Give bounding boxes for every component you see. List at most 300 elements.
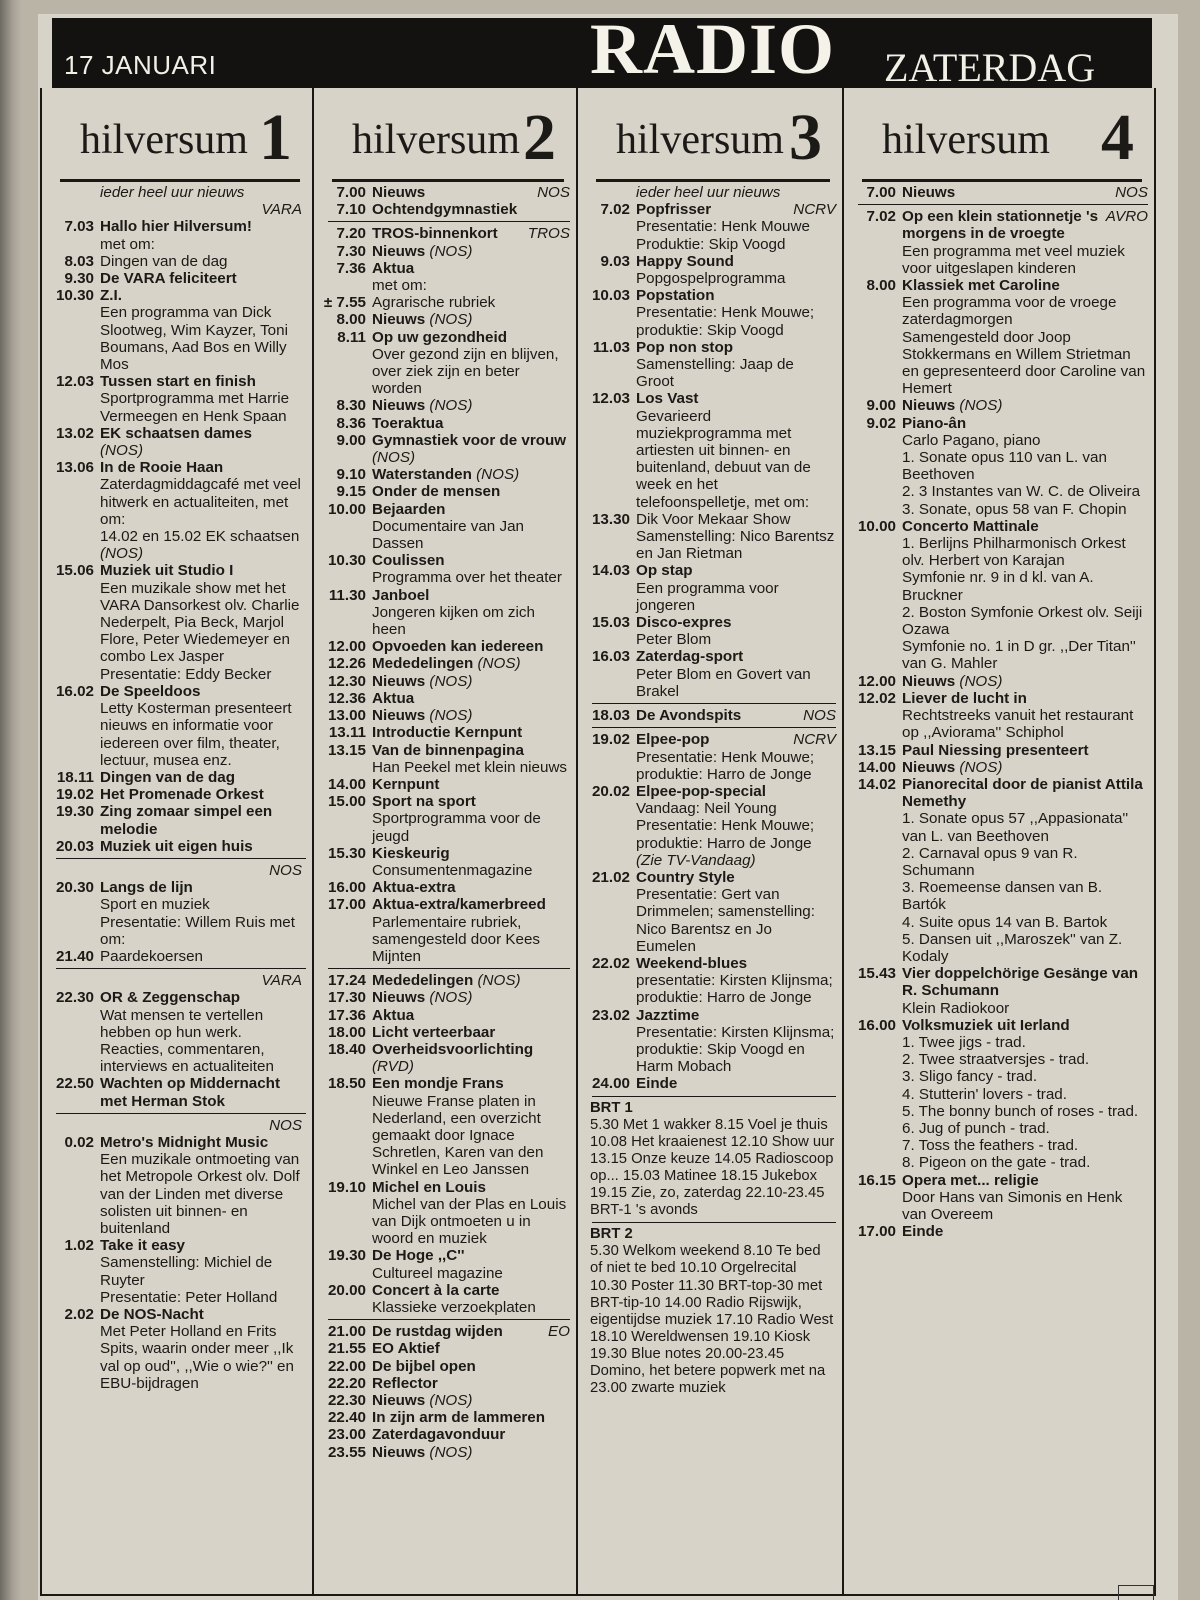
program-text	[100, 879, 306, 896]
program-row	[322, 1409, 570, 1426]
program-title: Einde	[902, 1223, 944, 1241]
program-title: Van de binnenpagina	[372, 741, 524, 759]
program-note	[322, 759, 570, 776]
program-title: EK schaatsen dames	[100, 424, 252, 442]
program-time	[50, 700, 100, 769]
program-time	[852, 449, 902, 483]
program-time	[852, 569, 902, 603]
program-source: (NOS)	[429, 989, 473, 1007]
program-source: (NOS)	[429, 397, 473, 415]
program-row	[852, 1172, 1148, 1189]
program-time: 22.40	[327, 1409, 366, 1427]
program-text	[100, 442, 306, 459]
program-text	[372, 879, 570, 896]
program-note	[586, 270, 836, 287]
program-text	[636, 783, 836, 800]
program-title: 1. Twee jigs - trad.	[902, 1033, 1026, 1051]
program-time: 7.36	[336, 259, 366, 277]
section-divider	[328, 221, 570, 222]
program-source: (NOS)	[476, 466, 520, 484]
program-title: Over gezond zijn en blijven, over ziek zijn en beter worden	[372, 345, 559, 398]
program-title: Op een klein stationnetje 's morgens in de vroegte	[902, 208, 1099, 243]
program-text	[100, 545, 306, 562]
program-text	[636, 236, 836, 253]
program-text	[372, 1323, 570, 1340]
program-time: 8.00	[336, 311, 366, 329]
program-note	[586, 528, 836, 562]
program-row	[50, 838, 306, 855]
program-text	[902, 432, 1148, 449]
program-note	[50, 700, 306, 769]
program-note	[852, 1086, 1148, 1103]
program-text	[372, 845, 570, 862]
program-row	[322, 793, 570, 810]
program-time	[852, 879, 902, 913]
program-text	[100, 786, 306, 803]
program-text	[372, 1375, 570, 1392]
program-note	[586, 749, 836, 783]
program-time: 12.02	[857, 689, 896, 707]
program-row	[322, 483, 570, 500]
program-time: 19.02	[55, 786, 94, 804]
program-text	[372, 1007, 570, 1024]
program-text	[902, 931, 1148, 965]
program-text	[100, 700, 306, 769]
program-note	[852, 879, 1148, 913]
program-time: 21.00	[327, 1323, 366, 1341]
program-text	[372, 483, 570, 500]
program-title: Presentatie: Henk Mouwe	[636, 218, 810, 236]
program-time: 7.03	[64, 218, 94, 236]
program-note	[852, 1120, 1148, 1137]
program-row	[586, 201, 836, 218]
program-title: De VARA feliciteert	[100, 270, 237, 288]
page-number-box	[1118, 1585, 1154, 1600]
program-note	[586, 304, 836, 338]
program-text	[902, 535, 1148, 569]
program-title: Nieuws	[372, 707, 426, 725]
program-title: Aktua-extra/kamerbreed	[372, 896, 546, 914]
program-title: (Zie TV-Vandaag)	[636, 851, 756, 869]
program-time: 22.00	[327, 1357, 366, 1375]
program-title: Toeraktua	[372, 414, 444, 432]
program-text	[372, 1409, 570, 1426]
program-time	[852, 535, 902, 569]
program-row	[322, 690, 570, 707]
program-time: 13.02	[55, 424, 94, 442]
program-row	[322, 432, 570, 466]
station-name: hilversum	[352, 117, 520, 163]
broadcaster-label: NOS	[269, 1116, 302, 1134]
program-time	[852, 604, 902, 638]
program-time: 7.02	[866, 208, 896, 226]
program-text	[902, 208, 1148, 242]
program-note	[322, 914, 570, 966]
program-text	[372, 466, 570, 483]
program-title: Concert à la carte	[372, 1281, 500, 1299]
program-title: Elpee-pop	[636, 731, 710, 749]
program-text	[636, 1075, 836, 1092]
program-title: Door Hans van Simonis en Henk van Overeem	[902, 1188, 1123, 1223]
program-text	[636, 955, 836, 972]
program-time	[852, 1154, 902, 1171]
program-time: 16.02	[55, 682, 94, 700]
program-time	[322, 759, 372, 776]
brt-listing: BRT 2	[590, 1226, 633, 1243]
program-text	[636, 339, 836, 356]
program-note	[50, 545, 306, 562]
program-time: 21.40	[55, 947, 94, 965]
program-text	[100, 1237, 306, 1254]
program-title: Zaterdagmiddagcafé met veel hitwerk en actualiteiten, met om:	[100, 476, 301, 528]
program-note	[322, 604, 570, 638]
program-time: 17.30	[327, 989, 366, 1007]
program-row	[322, 724, 570, 741]
program-time	[852, 243, 902, 277]
program-row	[322, 776, 570, 793]
program-title: Popfrisser	[636, 201, 712, 219]
program-title: Vandaag: Neil Young	[636, 800, 777, 818]
program-text	[902, 742, 1148, 759]
program-time	[322, 1299, 372, 1316]
program-row	[322, 1075, 570, 1092]
program-title: Presentatie: Peter Holland	[100, 1288, 278, 1306]
broadcaster-label: NCRV	[793, 731, 836, 749]
program-text	[902, 569, 1148, 603]
program-text	[100, 989, 306, 1006]
program-text	[100, 459, 306, 476]
program-text	[100, 683, 306, 700]
program-title: ieder heel uur nieuws	[100, 184, 245, 201]
program-title: Nieuws	[372, 311, 426, 329]
program-title: De Avondspits	[636, 707, 742, 725]
program-title: Samenstelling: Michiel de Ruyter	[100, 1254, 273, 1289]
program-time: 8.30	[336, 397, 366, 415]
program-text	[372, 1179, 570, 1196]
program-time: 16.03	[591, 648, 630, 666]
program-time: 13.11	[328, 724, 366, 742]
program-time: 22.20	[327, 1374, 366, 1392]
program-time: 15.43	[857, 965, 896, 983]
program-title: Rechtstreeks vanuit het restaurant op ,,Aviorama'' Schiphol	[902, 707, 1134, 742]
program-text	[902, 1086, 1148, 1103]
program-text	[902, 184, 1148, 201]
section-divider	[56, 968, 306, 969]
section-divider	[592, 1096, 836, 1097]
program-text	[372, 1358, 570, 1375]
program-text	[636, 528, 836, 562]
program-note	[322, 862, 570, 879]
program-time	[586, 528, 636, 562]
program-note	[586, 236, 836, 253]
program-text	[372, 1282, 570, 1299]
program-row	[322, 742, 570, 759]
program-title: De Speeldoos	[100, 682, 201, 700]
program-note	[586, 852, 836, 869]
program-note	[322, 1196, 570, 1248]
station-name: hilversum	[616, 117, 784, 163]
program-row	[586, 648, 836, 665]
program-time: 22.02	[591, 954, 630, 972]
program-text	[636, 731, 836, 748]
program-text	[636, 408, 836, 511]
program-time	[852, 1068, 902, 1085]
program-row	[322, 707, 570, 724]
program-text	[636, 817, 836, 851]
program-text	[100, 528, 306, 545]
program-time: 10.30	[327, 552, 366, 570]
program-title: 2. Carnaval opus 9 van R. Schumann	[902, 844, 1078, 879]
station-number: 3	[789, 101, 822, 174]
program-time	[852, 329, 902, 398]
program-title: Country Style	[636, 868, 735, 886]
program-time	[586, 580, 636, 614]
program-text	[636, 800, 836, 817]
program-time	[852, 483, 902, 500]
program-title: Nieuws	[372, 184, 426, 201]
program-text	[372, 329, 570, 346]
program-note	[50, 236, 306, 253]
program-time	[50, 528, 100, 545]
program-title: Een programma voor jongeren	[636, 579, 779, 614]
program-time	[586, 852, 636, 869]
program-text	[100, 1306, 306, 1323]
program-time: 21.02	[591, 868, 630, 886]
program-title: Licht verteerbaar	[372, 1023, 496, 1041]
program-time	[50, 1007, 100, 1076]
program-note	[852, 845, 1148, 879]
program-time: 9.00	[336, 431, 366, 449]
program-text	[636, 1007, 836, 1024]
program-row	[852, 277, 1148, 294]
program-text	[372, 1093, 570, 1179]
broadcaster-label: EO	[548, 1323, 570, 1341]
column-header	[852, 88, 1148, 182]
program-note	[852, 449, 1148, 483]
program-text	[100, 1323, 306, 1392]
program-title: Popgospelprogramma	[636, 270, 786, 288]
program-text	[372, 724, 570, 741]
brt-listing: 5.30 Met 1 wakker 8.15 Voel je thuis 10.08 Het kraaienest 12.10 Show uur 13.15 Onze keuze 14.05 Radioscoop op... 15.03 Matinee 18.15 Jukebox 19.15 Zie, zo, zaterdag 22.10-23.45 BRT-1 's avonds	[590, 1116, 835, 1219]
program-time: 8.11	[337, 328, 366, 346]
program-time	[586, 749, 636, 783]
program-time: 23.55	[327, 1443, 366, 1461]
program-time	[852, 1120, 902, 1137]
program-row	[586, 783, 836, 800]
program-time: 16.15	[857, 1171, 896, 1189]
program-title: Cultureel magazine	[372, 1264, 503, 1282]
program-time: 16.00	[327, 879, 366, 897]
program-text	[636, 972, 836, 1006]
program-title: 5. The bonny bunch of roses - trad.	[902, 1102, 1139, 1120]
program-time	[586, 236, 636, 253]
header-date: 17 JANUARI	[64, 50, 217, 80]
program-time: 9.00	[866, 397, 896, 415]
program-title: 2. Twee straatversjes - trad.	[902, 1051, 1090, 1069]
program-title: Nieuws	[902, 672, 956, 690]
program-time	[50, 666, 100, 683]
program-time: 10.00	[857, 517, 896, 535]
program-text	[100, 1007, 306, 1076]
program-text	[100, 425, 306, 442]
program-title: 1. Sonate opus 110 van L. van Beethoven	[902, 449, 1107, 484]
program-source: (NOS)	[429, 707, 473, 725]
program-title: Nieuws	[372, 672, 426, 690]
program-title: Michel en Louis	[372, 1178, 486, 1196]
program-row	[852, 759, 1148, 776]
program-title: Klein Radiokoor	[902, 999, 1010, 1017]
program-source: (NOS)	[959, 672, 1003, 690]
program-text	[902, 914, 1148, 931]
program-source: (NOS)	[429, 1392, 473, 1410]
program-time: 14.00	[857, 758, 896, 776]
program-note	[852, 1154, 1148, 1171]
program-time	[586, 631, 636, 648]
program-note	[322, 518, 570, 552]
program-title: Waterstanden	[372, 466, 472, 484]
program-title: Klassieke verzoekplaten	[372, 1299, 536, 1316]
program-row	[322, 1426, 570, 1443]
program-text	[636, 707, 836, 724]
program-text	[636, 287, 836, 304]
program-title: Paardekoersen	[100, 947, 204, 965]
program-time	[322, 1196, 372, 1248]
section-divider	[56, 858, 306, 859]
program-note	[586, 580, 836, 614]
program-time: 7.00	[866, 184, 896, 201]
program-row	[322, 655, 570, 672]
program-row	[50, 562, 306, 579]
program-row	[322, 1007, 570, 1024]
program-title: Overheidsvoorlichting	[372, 1040, 534, 1058]
program-time	[852, 1051, 902, 1068]
magazine-spine	[0, 0, 22, 1600]
program-row	[322, 1282, 570, 1299]
program-title: 3. Roemeense dansen van B. Bartók	[902, 879, 1103, 914]
program-time	[852, 294, 902, 328]
program-title: In zijn arm de lammeren	[372, 1409, 546, 1427]
program-row	[322, 466, 570, 483]
program-time: 9.15	[336, 483, 366, 501]
program-time	[852, 914, 902, 931]
program-time	[852, 845, 902, 879]
program-text	[902, 329, 1148, 398]
program-time: 12.00	[327, 638, 366, 656]
program-note	[852, 1137, 1148, 1154]
program-title: Gevarieerd muziekprogramma met artiesten uit binnen- en buitenland, debuut van de week en het telefoonspelletje, met om:	[636, 407, 811, 511]
program-title: Symfonie no. 1 in D gr. ,,Der Titan'' van G. Mahler	[902, 638, 1136, 673]
program-text	[636, 666, 836, 700]
program-row	[586, 731, 836, 748]
program-time	[50, 1323, 100, 1392]
program-text	[902, 879, 1148, 913]
program-time	[852, 810, 902, 844]
program-title: 2. Boston Symfonie Orkest olv. Seiji Ozawa	[902, 603, 1143, 639]
header-day: ZATERDAG	[884, 45, 1096, 90]
program-text	[372, 707, 570, 724]
program-title: Aktua-extra	[372, 879, 456, 897]
program-title: Het Promenade Orkest	[100, 786, 264, 804]
program-text	[902, 1120, 1148, 1137]
program-title: Aktua	[372, 689, 415, 707]
program-note	[852, 569, 1148, 603]
program-time: 24.00	[591, 1075, 630, 1093]
program-title: De bijbel open	[372, 1357, 476, 1375]
broadcaster-label: VARA	[261, 201, 302, 219]
program-text	[372, 914, 570, 966]
program-title: In de Rooie Haan	[100, 459, 224, 477]
program-title: Presentatie: Gert van Drimmelen; samenstelling: Nico Barentsz en Jo Eumelen	[636, 886, 815, 955]
program-title: Los Vast	[636, 390, 699, 408]
program-note	[586, 218, 836, 235]
program-title: Nieuws	[372, 1443, 426, 1461]
program-time	[322, 569, 372, 586]
program-title: Aktua	[372, 259, 415, 277]
program-time: 21.55	[327, 1340, 366, 1358]
program-text	[372, 415, 570, 432]
program-title: Een muzikale show met het VARA Dansorkest olv. Charlie Nederpelt, Pia Beck, Marjol Flore, Peter Wiedemeyer en combo Lex Jasper	[100, 579, 300, 666]
program-row	[852, 415, 1148, 432]
program-row	[322, 225, 570, 242]
program-title: EO Aktief	[372, 1340, 440, 1358]
program-row	[586, 287, 836, 304]
program-text	[636, 184, 836, 201]
program-row	[50, 373, 306, 390]
program-text	[902, 690, 1148, 707]
program-title: Introductie Kernpunt	[372, 724, 523, 742]
column-header	[50, 88, 306, 182]
program-note	[852, 810, 1148, 844]
column-header	[586, 88, 836, 182]
program-note	[586, 356, 836, 390]
program-text	[100, 803, 306, 837]
program-note	[322, 1265, 570, 1282]
program-time: 7.10	[336, 201, 366, 219]
program-title: Ochtendgymnastiek	[372, 201, 518, 219]
program-time: 22.50	[55, 1075, 94, 1093]
program-row	[322, 552, 570, 569]
program-title: Einde	[636, 1075, 678, 1093]
program-note	[852, 483, 1148, 500]
program-text	[902, 449, 1148, 483]
program-row	[322, 972, 570, 989]
broadcaster-label: NOS	[537, 184, 570, 201]
program-time: 13.30	[591, 510, 630, 528]
program-row	[50, 253, 306, 270]
program-note	[50, 1007, 306, 1076]
program-text	[372, 793, 570, 810]
column-hilversum-3	[576, 88, 842, 1594]
program-text	[902, 1017, 1148, 1034]
program-time: 18.11	[56, 768, 94, 786]
program-time: 17.24	[327, 972, 366, 990]
program-row	[322, 294, 570, 311]
program-title: Sport en muziek	[100, 896, 210, 914]
program-text	[902, 638, 1148, 672]
program-row	[322, 1392, 570, 1409]
program-text	[100, 838, 306, 855]
program-note	[322, 810, 570, 844]
program-time	[852, 1000, 902, 1017]
section-divider	[592, 1222, 836, 1223]
program-time: 15.00	[327, 793, 366, 811]
program-note	[852, 1034, 1148, 1051]
program-title: Disco-expres	[636, 614, 732, 632]
program-time: 7.20	[336, 225, 366, 243]
program-text	[372, 690, 570, 707]
program-title: Nieuws	[902, 184, 956, 201]
program-time	[852, 501, 902, 518]
